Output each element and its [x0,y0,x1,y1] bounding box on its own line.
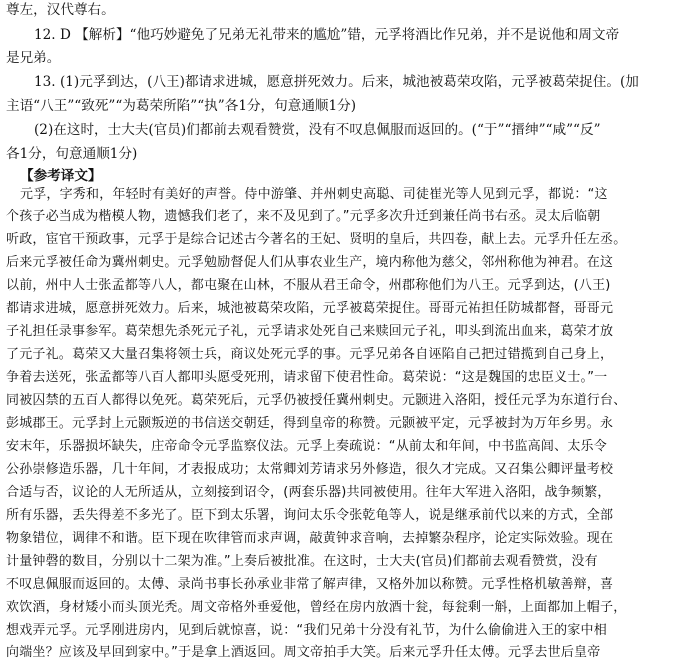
text-line: 各1分，句意通顺1分) [6,146,138,162]
answer-13-1: 13. (1)元孚到达，(八王)都请求进城，愿意拼死效力。后来，城池被葛荣攻陷，元孚被葛荣捉住。(加 [34,74,639,90]
translation-line: 子礼担任录事参军。葛荣想先杀死元子礼，元孚请求处死自己来赎回元子礼，叩头到流出血来，葛荣才放 [6,324,614,339]
translation-line: 个孩子必当成为楷模人物，遗憾我们老了，来不及见到了。”元孚多次升迁到兼任尚书右丞。灵太后临朝 [6,209,601,224]
text-line: 尊左，汉代尊右。 [6,2,115,18]
translation-line: 元孚，字秀和，年轻时有美好的声誉。侍中游肇、并州刺史高聪、司徒崔光等人见到元孚，都说：“这 [20,187,608,202]
answer-12: 12. D 【解析】“他巧妙避免了兄弟无礼带来的尴尬”错，元孚将酒比作兄弟，并不是说他和周文帝 [34,27,620,43]
translation-line: 所有乐器，丢失得差不多光了。臣下到太乐署，询问太乐令张乾龟等人，说是继承前代以来的方式，全部 [6,508,614,523]
translation-line: 同被囚禁的五百人都得以免死。葛荣死后，元孚仍被授任冀州刺史。元颢进入洛阳，授任元孚为东道行台、 [6,393,627,408]
section-heading: 【参考译文】 [20,168,102,184]
translation-line: 想戏弄元孚。元孚刚进房内，见到后就惊喜，说：“我们兄弟十分没有礼节，为什么偷偷进入王的家中相 [6,623,607,638]
translation-line: 彭城郡王。元孚封上元颢叛逆的书信送交朝廷，得到皇帝的称赞。元颢被平定，元孚被封为万年乡男。永 [6,416,614,431]
translation-line: 争着去送死，张孟都等八百人都叩头愿受死刑，请求留下使君性命。葛荣说：“这是魏国的忠臣义士。”一 [6,370,608,385]
translation-line: 合适与否，议论的人无所适从，立刻接到诏令，(两套乐器)共同被使用。往年大军进入洛阳，战争频繁， [6,485,611,500]
translation-line: 公孙崇修造乐器，几十年间，才表报成功；太常卿刘芳请求另外修造，很久才完成。又召集公卿评量考校 [6,462,614,477]
translation-line: 计量钟磬的数目，分别以十二架为准。”上奏后被批准。在这时，士大夫(官员)们都前去观看赞赏，没有 [6,554,598,569]
translation-line: 听政，宦官干预政事，元孚于是综合记述古今著名的王妃、贤明的皇后，共四卷，献上去。元孚升任左丞。 [6,232,627,247]
text-line: 是兄弟。 [6,50,61,66]
answer-13-2: (2)在这时，士大夫(官员)们都前去观看赞赏，没有不叹息佩服而返回的。(“于”“搢绅”“咸”“反” [34,122,601,138]
translation-line: 向端坐？应该及早回到家中。”于是拿上酒返回。周文帝拍手大笑。后来元孚升任太傅。元孚去世后皇帝 [6,645,601,660]
translation-line: 安末年，乐器损坏缺失，庄帝命令元孚监察仪法。元孚上奏疏说：“从前太和年间，中书监高闾、太乐令 [6,439,607,454]
translation-line: 以前，州中人士张孟都等八人，都屯聚在山林，不服从君王命令，州郡称他们为八王。元孚到达，(八王) [6,278,611,293]
translation-line: 了元子礼。葛荣又大量召集将领士兵，商议处死元孚的事。元孚兄弟各自诬陷自己把过错揽到自己身上， [6,347,614,362]
translation-line: 不叹息佩服而返回的。太傅、录尚书事长孙承业非常了解声律，又格外加以称赞。元孚性格机敏善辩，喜 [6,577,614,592]
translation-line: 物象错位，调律不和谐。臣下现在吹律管而求声调，敲黄钟求音响，去掉繁杂程序，论定实际效验。现在 [6,531,614,546]
translation-line: 都请求进城，愿意拼死效力。后来，城池被葛荣攻陷，元孚被葛荣捉住。哥哥元祐担任防城都督，哥哥元 [6,301,614,316]
translation-line: 欢饮酒，身材矮小而头顶光秃。周文帝格外垂爱他，曾经在房内放酒十瓮，每瓮剩一斛，上面都加上帽子， [6,600,627,615]
text-line: 主语“八王”“致死”“为葛荣所陷”“执”各1分，句意通顺1分) [6,98,357,114]
translation-line: 后来元孚被任命为冀州刺史。元孚勉励督促人们从事农业生产，境内称他为慈父，邻州称他为神君。在这 [6,255,614,270]
